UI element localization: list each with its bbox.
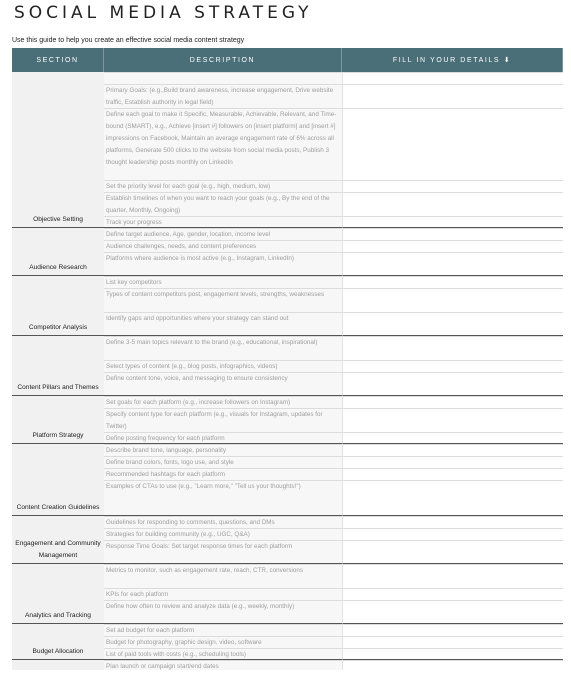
fill-in-cell[interactable] [342, 288, 563, 312]
section-label: Competitor Analysis [12, 276, 104, 336]
fill-in-cell[interactable] [342, 84, 563, 108]
description-cell: Set the priority level for each goal (e.g., high, medium, low) [104, 180, 342, 192]
description-cell: Set ad budget for each platform [104, 624, 342, 636]
description-cell: Budget for photography, graphic design, video, software [104, 636, 342, 648]
fill-in-cell[interactable] [342, 276, 563, 288]
header-description: DESCRIPTION [104, 48, 342, 72]
fill-in-cell[interactable] [342, 216, 563, 228]
description-cell: Types of content competitors post, engagement levels, strengths, weaknesses [104, 288, 342, 312]
description-cell: Audience challenges, needs, and content preferences [104, 240, 342, 252]
description-cell: Establish timelines of when you want to reach your goals (e.g., By the end of the quarter, Monthly, Ongoing) [104, 192, 342, 216]
fill-in-cell[interactable] [342, 408, 563, 432]
description-cell: Define how often to review and analyze data (e.g., weekly, monthly) [104, 600, 342, 624]
description-cell: Define each goal to make it Specific, Measurable, Achievable, Relevant, and Time-bound (SMART), e.g., Achieve [insert #] followers on [insert platform] and [insert #] impressions on Facebook, Maintain an average engagement rate of 6% across all platforms, Generate 500 clicks to the website from social media posts, Publish 3 thought leadership posts monthly on LinkedIn [104, 108, 342, 180]
fill-in-cell[interactable] [342, 312, 563, 336]
description-cell: Set goals for each platform (e.g., increase followers on Instagram) [104, 396, 342, 408]
header-section: SECTION [12, 48, 104, 72]
description-cell: Platforms where audience is most active (e.g., Instagram, LinkedIn) [104, 252, 342, 276]
description-cell: Primary Goals: (e.g.,Build brand awareness, increase engagement, Drive website traffic, Establish authority in legal field) [104, 84, 342, 108]
section-label: Analytics and Tracking [12, 564, 104, 624]
description-cell: List of paid tools with costs (e.g., scheduling tools) [104, 648, 342, 660]
fill-in-cell[interactable] [342, 588, 563, 600]
section-label [12, 660, 104, 670]
description-cell: Define posting frequency for each platform [104, 432, 342, 444]
description-cell: List key competitors [104, 276, 342, 288]
fill-in-cell[interactable] [342, 396, 563, 408]
fill-in-cell[interactable] [342, 180, 563, 192]
fill-in-cell[interactable] [342, 540, 563, 564]
description-cell: Strategies for building community (e.g., UGC, Q&A) [104, 528, 342, 540]
description-cell: Describe brand tone, language, personality [104, 444, 342, 456]
fill-in-cell[interactable] [342, 636, 563, 648]
description-cell: Define content tone, voice, and messaging to ensure consistency [104, 372, 342, 396]
fill-in-cell[interactable] [342, 624, 563, 636]
section-label: Content Pillars and Themes [12, 336, 104, 396]
fill-in-cell[interactable] [342, 192, 563, 216]
fill-in-cell[interactable] [342, 528, 563, 540]
description-cell: Specify content type for each platform (e.g., visuals for Instagram, updates for Twitter) [104, 408, 342, 432]
description-cell: Define 3-5 main topics relevant to the brand (e.g., educational, inspirational) [104, 336, 342, 360]
section-label: Engagement and Community Management [12, 516, 104, 564]
fill-in-cell[interactable] [342, 480, 563, 516]
section-label: Platform Strategy [12, 396, 104, 444]
page-subtitle: Use this guide to help you create an effective social media content strategy [12, 37, 245, 44]
fill-in-cell[interactable] [342, 432, 563, 444]
section-label: Content Creation Guidelines [12, 444, 104, 516]
fill-in-cell[interactable] [342, 564, 563, 588]
fill-in-cell[interactable] [342, 336, 563, 360]
description-cell: Metrics to monitor, such as engagement rate, reach, CTR, conversions [104, 564, 342, 588]
section-label: Audience Research [12, 228, 104, 276]
fill-in-cell[interactable] [342, 516, 563, 528]
fill-in-cell[interactable] [342, 444, 563, 456]
section-label: Objective Setting [12, 72, 104, 228]
page-title: SOCIAL MEDIA STRATEGY [14, 3, 313, 23]
fill-in-cell[interactable] [342, 108, 563, 180]
fill-in-cell[interactable] [342, 468, 563, 480]
description-cell: Response Time Goals: Set target response times for each platform [104, 540, 342, 564]
description-cell: Track your progress [104, 216, 342, 228]
description-cell: Recommended hashtags for each platform [104, 468, 342, 480]
fill-in-cell[interactable] [342, 228, 563, 240]
description-cell: Identify gaps and opportunities where your strategy can stand out [104, 312, 342, 336]
header-fill-in: FILL IN YOUR DETAILS ⬇ [342, 48, 563, 72]
section-label: Budget Allocation [12, 624, 104, 660]
fill-in-cell[interactable] [342, 600, 563, 624]
fill-in-cell[interactable] [342, 648, 563, 660]
fill-in-cell[interactable] [342, 660, 563, 670]
description-cell: Guidelines for responding to comments, questions, and DMs [104, 516, 342, 528]
description-cell: KPIs for each platform [104, 588, 342, 600]
fill-in-cell[interactable] [342, 456, 563, 468]
description-cell: Examples of CTAs to use (e.g., "Learn more," "Tell us your thoughts!") [104, 480, 342, 516]
strategy-table [12, 48, 563, 670]
fill-in-cell[interactable] [342, 372, 563, 396]
fill-in-cell[interactable] [342, 72, 563, 84]
description-cell [104, 72, 342, 84]
description-cell: Define brand colors, fonts, logo use, and style [104, 456, 342, 468]
description-cell: Plan launch or campaign start/end dates [104, 660, 342, 670]
fill-in-cell[interactable] [342, 360, 563, 372]
description-cell: Define target audience, Age, gender, location, income level [104, 228, 342, 240]
fill-in-cell[interactable] [342, 240, 563, 252]
fill-in-cell[interactable] [342, 252, 563, 276]
description-cell: Select types of content (e.g., blog posts, infographics, videos) [104, 360, 342, 372]
